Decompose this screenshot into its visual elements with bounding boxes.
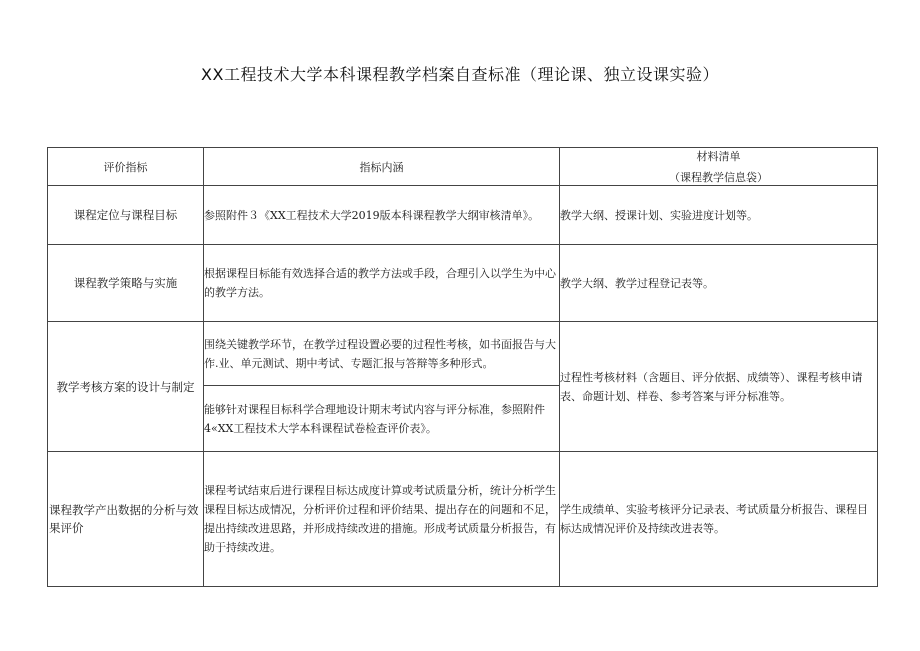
row-materials: 学生成绩单、实验考核评分记录表、考试质量分析报告、课程目标达成情况评价及持续改进表等。 <box>560 452 878 587</box>
row-materials: 教学大纲、教学过程登记表等。 <box>560 245 878 322</box>
header-content: 指标内涵 <box>204 148 560 186</box>
page-title: XX工程技术大学本科课程教学档案自查标准（理论课、独立设课实验） <box>201 65 719 84</box>
row-indicator: 课程教学产出数据的分析与效果评价 <box>48 452 204 587</box>
header-materials-sub: （课程教学信息袋） <box>669 171 768 184</box>
row-content: 参照附件３《XX工程技术大学2019版本科课程教学大纲审核清单》。 <box>204 186 560 245</box>
row-content: 课程考试结束后进行课程目标达成度计算或考试质量分析，统计分析学生课程目标达成情况，分析评价过程和评价结果、提出存在的问题和不足，提出持续改进思路，并形成持续改进的措施。形成考试质量分析报告，有助于持续改进。 <box>204 452 560 587</box>
header-materials <box>560 148 878 186</box>
row-content: 根据课程目标能有效选择合适的教学方法或手段，合理引入以学生为中心的教学方法。 <box>204 245 560 322</box>
row-content-final-exam: 能够针对课程目标科学合理地设计期末考试内容与评分标准，参照附件4«XX工程技术大学本科课程试卷检查评价表》。 <box>204 386 560 452</box>
table-header-row <box>48 148 878 186</box>
table-row <box>48 186 878 245</box>
table-row <box>48 245 878 322</box>
criteria-table <box>47 147 878 587</box>
table-row <box>48 322 878 386</box>
header-materials-label: 材料清单 <box>696 150 741 163</box>
row-materials: 过程性考核材料（含题目、评分依据、成绩等）、课程考核申请表、命题计划、样卷、参考答案与评分标准等。 <box>560 322 878 452</box>
table-row <box>48 452 878 587</box>
header-indicator: 评价指标 <box>48 148 204 186</box>
row-indicator: 教学考核方案的设计与制定 <box>48 322 204 452</box>
row-indicator: 课程教学策略与实施 <box>48 245 204 322</box>
row-content-process: 围绕关键教学环节，在教学过程设置必要的过程性考核，如书面报告与大作.业、单元测试、期中考试、专题汇报与答辩等多种形式。 <box>204 322 560 386</box>
row-indicator: 课程定位与课程目标 <box>48 186 204 245</box>
row-materials: 教学大纲、授课计划、实验进度计划等。 <box>560 186 878 245</box>
